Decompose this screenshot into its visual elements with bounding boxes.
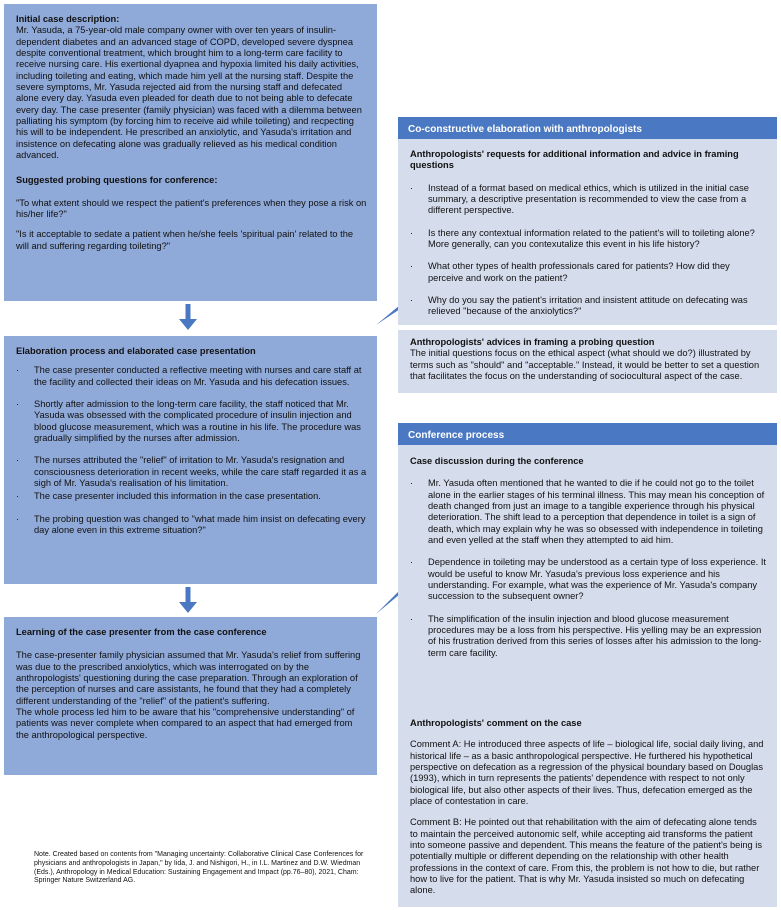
elaboration-item: · The case presenter conducted a reflective meeting with nurses and care staff at the facility and collected their ideas on Mr. Yasuda and his defecation issues. [16, 365, 367, 388]
request-item: · Is there any contextual information related to the patient's will to toileting alone? More generally, can you contexutalize this event in his life history? [410, 228, 767, 251]
elaboration-item: · The nurses attributed the "relief" of irritation to Mr. Yasuda's resignation and consciousness deterioration in recent weeks, while the care staff regarded it as a sigh of Mr. Yasuda's realisation of his limitation. [16, 455, 367, 489]
comment-a: Comment A: He introduced three aspects of life – biological life, social daily living, and historical life – as a basic anthropological perspective. He furthered his hypothetical perspective on defecation as a regression of the physical boundary based on Douglas (1993), which in turn represents the patients' dependence with respect to not only biological life, but also other aspects of their lives. Thus, defecation emerged as the place of contestation in care. [410, 739, 764, 806]
anthropologists-advice-box [398, 330, 777, 393]
connector-wedge-1 [376, 305, 400, 335]
comment-b: Comment B: He pointed out that rehabilitation with the aim of defecating alone tends to maintain the perceived autonomic self, while accepting aid transforms the patient into someone passive and dependent. This means the feature of the patient's being is potentially multiple or different depending on the relationship with other health professions in the context of care. From this, the problem is not how to die, but rather how to live for the patient. That is why Mr. Yasuda insisted so much on defecating alone. [410, 817, 763, 896]
probing-question-1: "To what extent should we respect the patient's preferences when they pose a risk on his/her life?" [16, 197, 367, 219]
learning-paragraph-1: The case-presenter family physician assumed that Mr. Yasuda's relief from suffering was due to the prescribed anxiolytics, which was interrogated on by the anthropologists' questioning during the case preparation. Through an exploration of the perception of nurses and care assistants, he found that they had a completely different understanding of the "relief" of the patient's suffering. [16, 650, 361, 706]
request-item: · What other types of health professionals cared for patients? How did they perceive and work on the patient? [410, 261, 767, 284]
probing-question-2: "Is it acceptable to sedate a patient when he/she feels 'spiritual pain' related to the will and suffering regarding toileting?" [16, 229, 354, 251]
elaboration-item: · Shortly after admission to the long-term care facility, the staff noticed that Mr. Yasuda was obsessed with the complicated procedure of insulin injection and blood glucose measurement, which was a routine in his life. The procedure was gradually simplified by the nurses after admission. [16, 399, 367, 444]
discussion-title: Case discussion during the conference [410, 456, 584, 466]
conference-header: Conference process [398, 423, 777, 445]
elaboration-box [4, 336, 377, 584]
learning-title: Learning of the case presenter from the case conference [16, 627, 267, 637]
advice-text: The initial questions focus on the ethical aspect (what should we do?) illustrated by terms such as "should" and "acceptable." Instead, it would be better to set a question that facilitates the focus on the understanding of sociocultural aspect of the case. [410, 348, 760, 381]
down-arrow-1 [178, 304, 198, 330]
connector-wedge-2 [376, 590, 400, 620]
elaboration-item: · The case presenter included this information in the case presentation. [16, 491, 367, 502]
discussion-item: · Mr. Yasuda often mentioned that he wanted to die if he could not go to the toilet alone in the earlier stages of his terminal illness. This may mean his conception of death changed from just an image to a tangible experience through his physical deterioration. The shift lead to a perception that dependence in toilet is a sign of death, which may explain why he was so obsessed with independence in toileting and even yelled at the staff when they attempted to aid him. [410, 478, 767, 546]
comment-title: Anthropologists' comment on the case [410, 718, 582, 728]
case-discussion-box [398, 445, 777, 706]
request-item: · Instead of a format based on medical ethics, which is utilized in the initial case summary, a descriptive presentation is recommended to view the case from a different perspective. [410, 183, 767, 217]
learning-paragraph-2: The whole process led him to be aware that his "comprehensive understanding" of patients was never complete when compared to an aspect that had emerged from the anthropological perspective. [16, 706, 355, 740]
initial-case-box [4, 4, 377, 301]
requests-title: Anthropologists' requests for additional information and advice in framing questions [410, 149, 739, 171]
discussion-item: · The simplification of the insulin injection and blood glucose measurement procedures may be a loss from his perspective. His yelling may be an expression of his frustration derived from this series of losses after his admission to the long-term care facility. [410, 614, 767, 659]
source-note: Note. Created based on contents from "Managing uncertainty: Collaborative Clinical Case Conferences for physicians and anthropologists in Japan," by Iida, J. and Nishigori, H., in I.L. Martinez and D.W. Wiedman (Eds.), Anthropology in Medical Education: Sustaining Engagement and Impact (pp.76–80), 2021, Cham: Springer Nature Switzerland AG. [34, 851, 364, 885]
initial-case-title: Initial case description: [16, 14, 120, 24]
down-arrow-2 [178, 587, 198, 613]
initial-case-text: Mr. Yasuda, a 75-year-old male company owner with over ten years of insulin-dependent diabetes and an advanced stage of COPD, developed severe dyspnea despite conventional treatment, which brought him to a long-term care facility to receive nursing care. His exertional dyapnea and hypoxia limited his daily activities, including toileting and eating, which made him yell at the nursing staff. Despite the severe symptoms, Mr. Yasuda rejected aid from the nursing staff and defecated alone every day. Yasuda even pleaded for death due to not being able to defecate every day. The case presenter (family physician) was faced with a dilemma between palliating his symptom (by forcing him to receive aid while toileting) and recpecting his will to be independent. He prescribed an anxiolytic, and Yasuda's irritation and insistence on defecating alone was gradually relieved as his medical condition advanced. [16, 25, 362, 160]
anthropologists-comment-box [398, 706, 777, 907]
advice-title: Anthropologists' advices in framing a probing question [410, 337, 655, 347]
coconstructive-header: Co-constructive elaboration with anthropologists [398, 117, 777, 139]
probing-questions-title: Suggested probing questions for conference: [16, 175, 218, 186]
elaboration-title: Elaboration process and elaborated case presentation [16, 346, 256, 356]
learning-box [4, 617, 377, 775]
anthropologists-requests-box [398, 139, 777, 325]
discussion-item: · Dependence in toileting may be understood as a certain type of loss experience. It would be useful to know Mr. Yasuda's previous loss experience and his understanding. For example, what was the experience of Mr. Yasuda's company succession to the subsequent owner? [410, 557, 767, 602]
request-item: · Why do you say the patient's irritation and insistent attitude on defecating was relieved "because of the anxiolytics?" [410, 295, 767, 318]
elaboration-item: · The probing question was changed to "what made him insist on defecating every day alone even in this extreme situation?" [16, 514, 367, 537]
